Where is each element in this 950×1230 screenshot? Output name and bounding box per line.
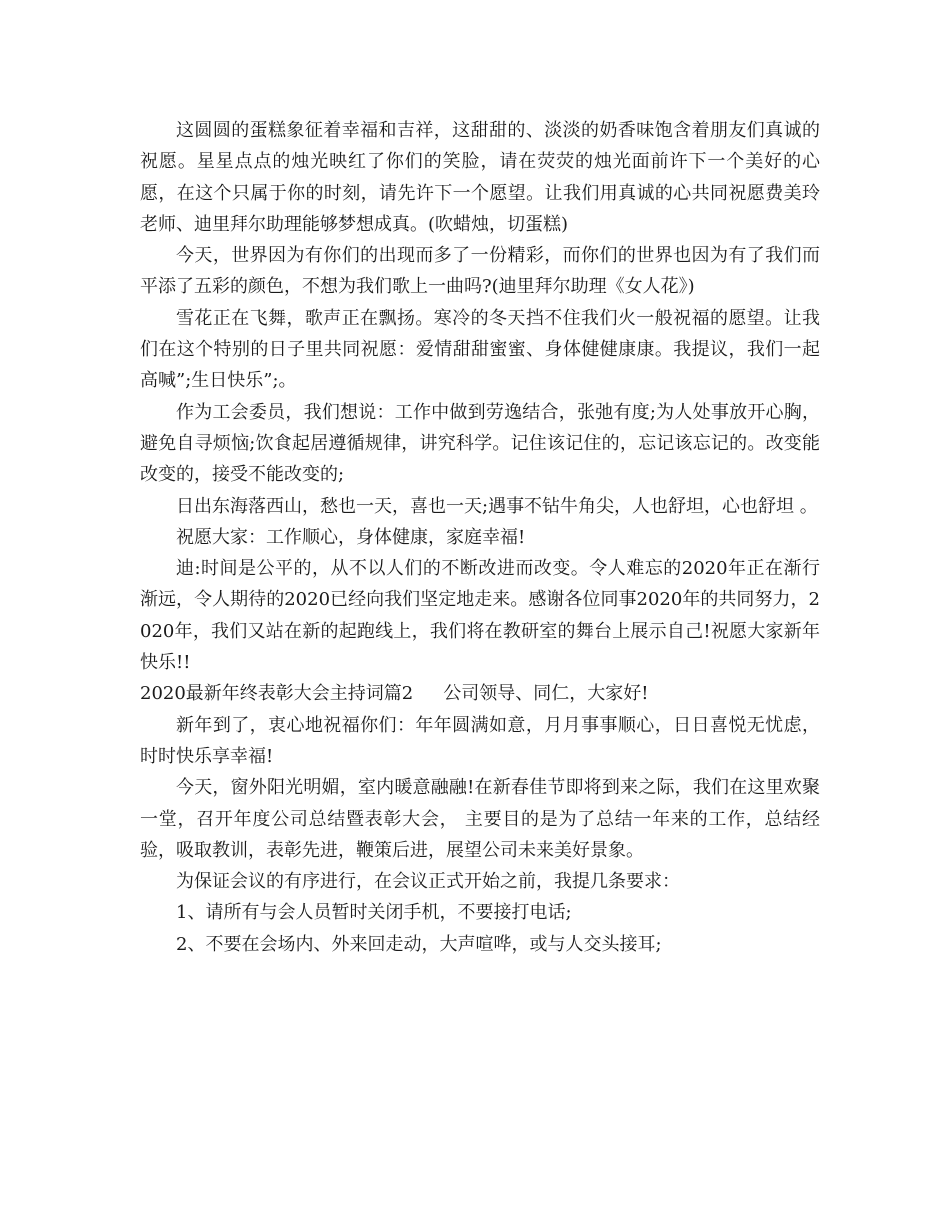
document-body — [140, 115, 820, 960]
paragraph-cake-wish: 这圆圆的蛋糕象征着幸福和吉祥，这甜甜的、淡淡的奶香味饱含着朋友们真诚的祝愿。星星点点的烛光映红了你们的笑脸，请在荧荧的烛光面前许下一个美好的心愿，在这个只属于你的时刻，请先许下一个愿望。让我们用真诚的心共同祝愿费美玲老师、迪里拜尔助理能够梦想成真。(吹蜡烛，切蛋糕) — [140, 120, 820, 235]
paragraph-snow-blessing: 雪花正在飞舞，歌声正在飘扬。寒冷的冬天挡不住我们火一般祝福的愿望。让我们在这个特别的日子里共同祝愿：爱情甜甜蜜蜜、身体健健康康。我提议，我们一起高喊”;生日快乐”;。 — [140, 307, 820, 392]
section-title: 2020最新年终表彰大会主持词篇2 — [140, 683, 414, 705]
paragraph-union-committee: 作为工会委员，我们想说：工作中做到劳逸结合，张弛有度;为人处事放开心胸，避免自寻烦恼;饮食起居遵循规律，讲究科学。记住该记住的，忘记该忘记的。改变能改变的，接受不能改变的; — [140, 401, 820, 486]
section-greeting: 公司领导、同仁，大家好! — [443, 683, 649, 705]
list-item-rule-2: 2、不要在会场内、外来回走动，大声喧哗，或与人交头接耳; — [176, 933, 662, 955]
paragraph-meeting-opening: 今天，窗外阳光明媚，室内暖意融融!在新春佳节即将到来之际，我们在这里欢聚一堂，召开年度公司总结暨表彰大会， 主要目的是为了总结一年来的工作，总结经验，吸取教训，表彰先进，鞭策后进，展望公司未来美好景象。 — [140, 777, 820, 861]
list-item-rule-1: 1、请所有与会人员暂时关闭手机，不要接打电话; — [176, 902, 572, 924]
paragraph-new-year-di: 迪:时间是公平的，从不以人们的不断改进而改变。令人难忘的2020年正在渐行渐远，令人期待的2020已经向我们坚定地走来。感谢各位同事2020年的共同努力，2020年，我们又站在新的起跑线上，我们将在教研室的舞台上展示自己!祝愿大家新年快乐!! — [140, 558, 820, 674]
section-heading-line — [140, 678, 820, 709]
paragraph-song-request: 今天，世界因为有你们的出现而多了一份精彩，而你们的世界也因为有了我们而平添了五彩的颜色，不想为我们歌上一曲吗?(迪里拜尔助理《女人花》) — [140, 245, 820, 298]
paragraph-wish-everyone: 祝愿大家：工作顺心，身体健康，家庭幸福! — [176, 526, 526, 548]
paragraph-new-year-blessing: 新年到了，衷心地祝福你们：年年圆满如意，月月事事顺心，日日喜悦无忧虑，时时快乐享幸福! — [140, 714, 820, 767]
paragraph-sunrise: 日出东海落西山，愁也一天，喜也一天;遇事不钻牛角尖，人也舒坦，心也舒坦 。 — [176, 495, 818, 517]
paragraph-meeting-rules-intro: 为保证会议的有序进行，在会议正式开始之前，我提几条要求： — [176, 871, 680, 893]
